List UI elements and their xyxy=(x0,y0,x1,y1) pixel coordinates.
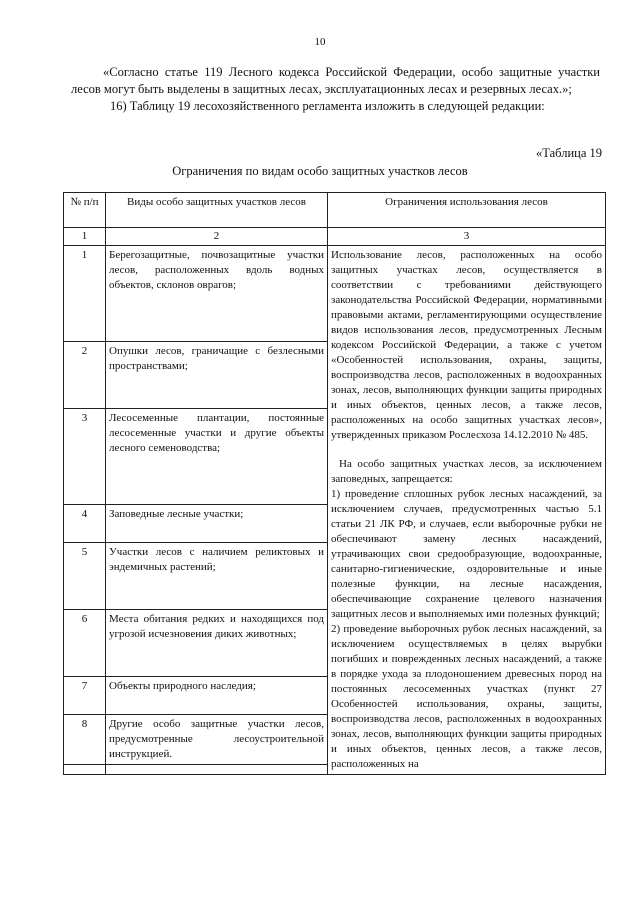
row-number: 6 xyxy=(64,610,106,677)
row-type: Участки лесов с наличием реликтовых и эндемичных растений; xyxy=(106,542,328,609)
column-number: 3 xyxy=(328,228,606,246)
table-row xyxy=(64,246,606,342)
restrictions-prohibited-intro: На особо защитных участках лесов, за исключением заповедных, запрещается: xyxy=(331,458,602,485)
restrictions-item-2: 2) проведение выборочных рубок лесных насаждений, за исключением осуществляемых в целях вырубки погибших и поврежденных лесных насаждений, а также в порядке ухода за плодоношением древесных пород на постоянных лесосеменных участках (пункт 27 Особенностей использования, охраны, защиты, воспроизводства лесов, расположенных в водоохранных зонах, лесов, выполняющих функции защиты природных и иных объектов, ценных лесов, а также лесов, расположенных на xyxy=(331,623,602,770)
column-number: 2 xyxy=(106,228,328,246)
row-number: 5 xyxy=(64,542,106,609)
restrictions-cell xyxy=(328,246,606,775)
row-type: Объекты природного наследия; xyxy=(106,677,328,715)
quote-paragraph: «Согласно статье 119 Лесного кодекса Российской Федерации, особо защитные участки лесов могут быть выделены в защитных лесах, эксплуатационных лесах и резервных лесах.»; xyxy=(71,65,600,96)
restrictions-general: Использование лесов, расположенных на особо защитных участках лесов, осуществляется в соответствии с требованиями действующего законодательства Российской Федерации, нормативными правовыми актами, регламентирующими осуществление видов использования лесов, предусмотренных Лесным кодексом Российской Федерации, а также с учетом «Особенностей использования, охраны, защиты, воспроизводства лесов, расположенных в водоохранных зонах, лесов, выполняющих функции защиты природных и иных объектов, ценных лесов, а также лесов, расположенных на особо защитных участках лесов», утвержденных приказом Рослесхоза 14.12.2010 № 485. xyxy=(331,249,602,441)
row-type: Места обитания редких и находящихся под угрозой исчезновения диких животных; xyxy=(106,610,328,677)
item-16-paragraph: 16) Таблицу 19 лесохозяйственного регламента изложить в следующей редакции: xyxy=(110,99,545,113)
header-types: Виды особо защитных участков лесов xyxy=(106,193,328,228)
header-num: № п/п xyxy=(64,193,106,228)
header-restrictions: Ограничения использования лесов xyxy=(328,193,606,228)
row-number: 3 xyxy=(64,408,106,504)
table-title: Ограничения по видам особо защитных участков лесов xyxy=(172,164,468,178)
empty-cell xyxy=(64,765,106,775)
page-number: 10 xyxy=(314,36,326,48)
column-number: 1 xyxy=(64,228,106,246)
restrictions-item-1: 1) проведение сплошных рубок лесных насаждений, за исключением случаев, предусмотренных частью 5.1 статьи 21 ЛК РФ, и случаев, если выборочные рубки не обеспечивают замену лесных насаждений, утрачивающих свои средообразующие, водоохранные, санитарно-гигиенические, оздоровительные и иные полезные функции, на лесные насаждения, обеспечивающие сохранение целевого назначения защитных лесов и выполняемых ими полезных функций; xyxy=(331,488,602,620)
table-header-row xyxy=(64,193,606,228)
table-label: «Таблица 19 xyxy=(536,146,602,160)
row-number: 8 xyxy=(64,715,106,765)
row-type: Берегозащитные, почвозащитные участки лесов, расположенных вдоль водных объектов, склонов оврагов; xyxy=(106,246,328,342)
row-type: Лесосеменные плантации, постоянные лесосеменные участки и другие объекты лесного семеноводства; xyxy=(106,408,328,504)
row-type: Другие особо защитные участки лесов, предусмотренные лесоустроительной инструкцией. xyxy=(106,715,328,765)
column-number-row xyxy=(64,228,606,246)
row-type: Опушки лесов, граничащие с безлесными пространствами; xyxy=(106,341,328,408)
row-number: 2 xyxy=(64,341,106,408)
row-number: 7 xyxy=(64,677,106,715)
row-number: 1 xyxy=(64,246,106,342)
row-type: Заповедные лесные участки; xyxy=(106,504,328,542)
row-number: 4 xyxy=(64,504,106,542)
intro-text xyxy=(71,64,600,115)
restrictions-table xyxy=(63,192,606,775)
empty-cell xyxy=(106,765,328,775)
